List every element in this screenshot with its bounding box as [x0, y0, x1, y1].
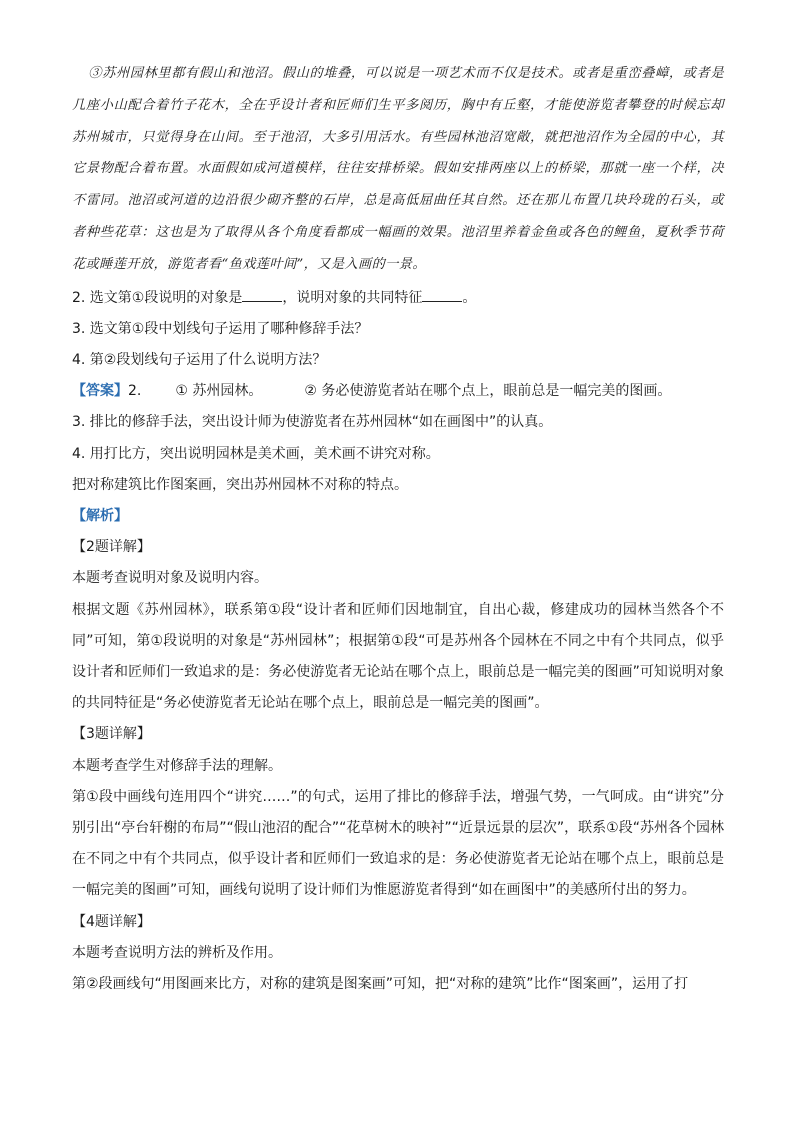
question-2-part-a: 2. 选文第①段说明的对象是 [72, 289, 243, 306]
reading-passage [72, 58, 724, 281]
detail-4-intro: 本题考查说明方法的辨析及作用。 [72, 944, 282, 961]
document-page [72, 58, 724, 1000]
answer-blank-1 [242, 287, 282, 302]
detail-2-intro: 本题考查说明对象及说明内容。 [72, 570, 268, 587]
question-3: 3. 选文第①段中划线句子运用了哪种修辞手法？ [72, 320, 369, 337]
detail-4-body: 第②段画线句“用图画来比方，对称的建筑是图案画”可知，把“对称的建筑”比作“图案画”，运用了打 [72, 976, 689, 993]
answer-4-extra: 把对称建筑比作图案画，突出苏州园林不对称的特点。 [72, 476, 408, 493]
question-4: 4. 第②段划线句子运用了什么说明方法？ [72, 351, 327, 368]
question-2-part-b: ，说明对象的共同特征 [282, 289, 423, 306]
detail-2-heading: 【2题详解】 [72, 539, 151, 556]
question-2 [72, 283, 724, 314]
question-2-part-c: 。 [462, 289, 477, 306]
detail-4-heading: 【4题详解】 [72, 913, 151, 930]
detail-3-intro: 本题考查学生对修辞手法的理解。 [72, 757, 282, 774]
answer-2-item-2: ② 务必使游览者站在哪个点上，眼前总是一幅完美的图画。 [304, 383, 672, 400]
answer-tag: 【答案】 [72, 383, 128, 400]
answer-2-item-1: ① 苏州园林。 [175, 383, 263, 400]
answer-line-2 [72, 376, 724, 407]
analysis-tag: 【解析】 [72, 508, 128, 524]
answer-2-number: 2. [128, 383, 142, 400]
answer-blank-2 [422, 287, 462, 302]
detail-3-body: 第①段中画线句连用四个“讲究……”的句式，运用了排比的修辞手法，增强气势，一气呵成。由“讲究”分别引出“亭台轩榭的布局”“假山池沼的配合”“花草树木的映衬”“近景远景的层次”，联系①段“苏州各个园林在不同之中有个共同点，似乎设计者和匠师们一致追求的是：务必使游览者无论站在哪个点上，眼前总是一幅完美的图画”可知，画线句说明了设计师们为惟愿游览者得到“如在画图中”的美感所付出的努力。 [72, 788, 724, 899]
analysis-tag-line [72, 501, 724, 532]
passage-text: ③苏州园林里都有假山和池沼。假山的堆叠，可以说是一项艺术而不仅是技术。或者是重峦叠嶂，或者是几座小山配合着竹子花木，全在乎设计者和匠师们生平多阅历，胸中有丘壑，才能使游览者攀登的时候忘却苏州城市，只觉得身在山间。至于池沼，大多引用活水。有些园林池沼宽敞，就把池沼作为全园的中心，其它景物配合着布置。水面假如成河道模样，往往安排桥梁。假如安排两座以上的桥梁，那就一座一个样，决不雷同。池沼或河道的边沿很少砌齐整的石岸，总是高低屈曲任其自然。还在那儿布置几块玲珑的石头，或者种些花草：这也是为了取得从各个角度看都成一幅画的效果。池沼里养着金鱼或各色的鲤鱼，夏秋季节荷花或睡莲开放，游览者看“鱼戏莲叶间”，又是入画的一景。 [72, 66, 724, 272]
detail-3-heading: 【3题详解】 [72, 726, 151, 743]
answer-3: 3. 排比的修辞手法，突出设计师为使游览者在苏州园林“如在画图中”的认真。 [72, 414, 553, 431]
answer-4: 4. 用打比方，突出说明园林是美术画，美术画不讲究对称。 [72, 445, 440, 462]
detail-2-body: 根据文题《苏州园林》，联系第①段“设计者和匠师们因地制宜，自出心裁，修建成功的园林当然各个不同”可知，第①段说明的对象是“苏州园林”；根据第①段“可是苏州各个园林在不同之中有个共同点，似乎设计者和匠师们一致追求的是：务必使游览者无论站在哪个点上，眼前总是一幅完美的图画”可知说明对象的共同特征是“务必使游览者无论站在哪个点上，眼前总是一幅完美的图画”。 [72, 601, 724, 712]
